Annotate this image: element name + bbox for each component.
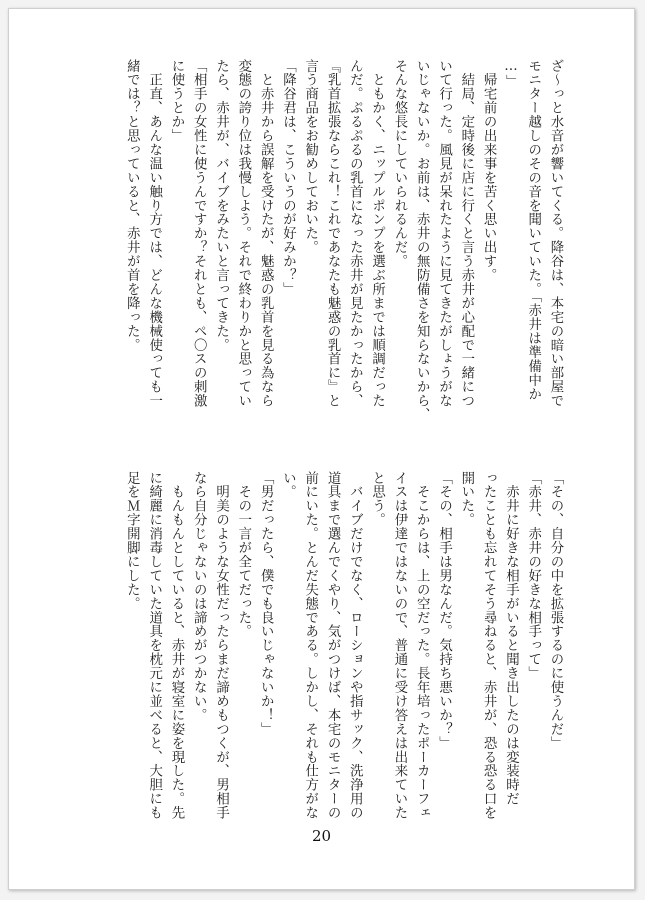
text-line: 足をＭ字開脚にした。 bbox=[124, 471, 140, 611]
upper-text-block bbox=[61, 59, 566, 437]
text-line: イスは伊達ではないので、普通に受け答えは出来ていた bbox=[391, 471, 407, 820]
text-line: いて行った。風見が呆れたように見てきたがしょうがな bbox=[436, 59, 452, 408]
text-line: なら自分じゃないのは諦めがつかない。 bbox=[191, 471, 207, 723]
book-page bbox=[8, 8, 635, 890]
lower-text-block bbox=[61, 471, 566, 849]
text-line: 緒では？と思っていると、赤井が首を降った。 bbox=[124, 59, 140, 352]
text-line: ともかく、ニップルポンプを選ぶ所までは順調だった bbox=[369, 59, 385, 408]
text-line: 「男だったら、僕でも良いじゃないか！」 bbox=[258, 471, 274, 737]
text-line: 開いた。 bbox=[458, 471, 474, 527]
text-line: 道具まで選んでくやり、気がつけば、本宅のモニターの bbox=[325, 471, 341, 820]
text-line: 『乳首拡張ならこれ！これであなたも魅惑の乳首に』と bbox=[325, 59, 341, 408]
text-line: たら、赤井が、バイブをみたいと言ってきた。 bbox=[213, 59, 229, 352]
text-line: もんもんとしていると、赤井が寝室に姿を現した。先 bbox=[168, 471, 184, 820]
text-line: と思う。 bbox=[369, 471, 385, 527]
text-line: 「相手の女性に使うんですか？それとも、ペ〇スの刺激 bbox=[191, 59, 207, 408]
text-line: 正直、あんな温い触り方では、どんな機械使っても一 bbox=[146, 59, 162, 408]
text-line: い。 bbox=[280, 471, 296, 499]
text-line: 結局、定時後に店に行くと言う赤井が心配で一緒につ bbox=[458, 59, 474, 408]
text-line: 帰宅前の出来事を苦く思い出す。 bbox=[481, 59, 497, 283]
text-line: ったことも忘れてそう尋ねると、赤井が、恐る恐る口を bbox=[481, 471, 497, 820]
text-line: に使うとか」 bbox=[168, 59, 184, 143]
text-line: モニター越しのその音を聞いていた。「赤井は準備中か bbox=[525, 59, 541, 402]
text-line: 「赤井、赤井の好きな相手って」 bbox=[525, 471, 541, 681]
page-number: 20 bbox=[311, 827, 332, 845]
text-line: 「その、相手は男なんだ。気持ち悪いか？」 bbox=[436, 471, 452, 750]
text-line: 赤井に好きな相手がいると聞き出したのは変装時だ bbox=[503, 471, 519, 806]
text-line: 「降谷君は、こういうのが好みか？」 bbox=[280, 59, 296, 297]
text-line: …」 bbox=[503, 59, 519, 89]
text-line: そこからは、上の空だった。長年培ったポーカーフェ bbox=[414, 471, 430, 820]
text-line: んだ。ぷるぷるの乳首になった赤井が見たかったから、 bbox=[347, 59, 363, 408]
text-line: に綺麗に消毒していた道具を枕元に並べると、大胆にも bbox=[146, 471, 162, 820]
text-line: いじゃないか。お前は、赤井の無防備さを知らないから、 bbox=[414, 59, 430, 422]
text-line: 明美のような女性だったらまだ諦めもつくが、男相手 bbox=[213, 471, 229, 820]
text-line: ざ〜っと水音が響いてくる。降谷は、本宅の暗い部屋で bbox=[548, 59, 563, 408]
text-line: そんな悠長にしていられるんだ。 bbox=[391, 59, 407, 269]
text-line: バイブだけでなく、ローションや指サック、洗浄用の bbox=[347, 471, 363, 820]
text-line: その一言が全てだった。 bbox=[235, 471, 251, 639]
text-line: 変態の誇り位は我慢しよう。それで終わりかと思ってい bbox=[235, 59, 251, 408]
text-line: 「その、自分の中を拡張するのに使うんだ」 bbox=[548, 471, 563, 750]
text-line: 言う商品をお勧めしておいた。 bbox=[302, 59, 318, 255]
text-line: 前にいた。とんだ失態である。しかし、それも仕方がな bbox=[302, 471, 318, 820]
text-line: と赤井から誤解を受けたが、魅惑の乳首を見る為なら bbox=[258, 59, 274, 408]
